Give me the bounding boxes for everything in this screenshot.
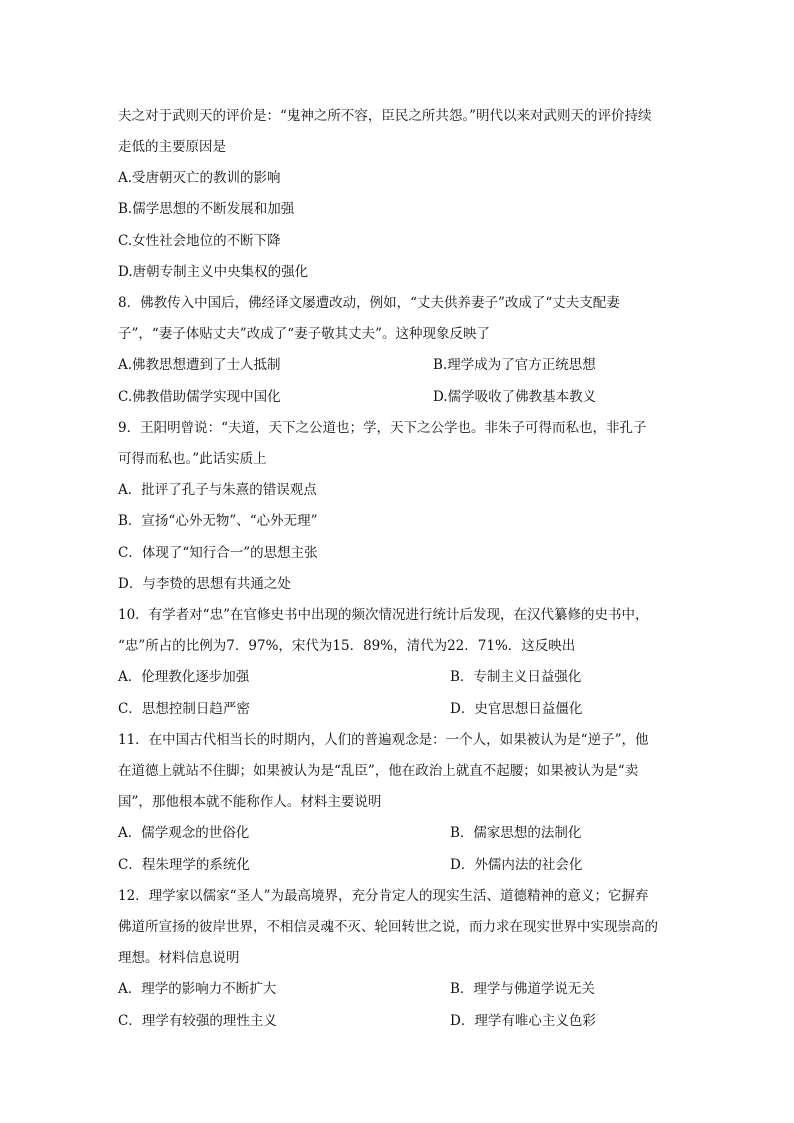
- q10-option-b: B．专制主义日益强化: [450, 669, 582, 685]
- q12-stem-line-2: 佛道所宣扬的彼岸世界，不相信灵魂不灭、轮回转世之说，而力求在现实世界中实现崇高的: [118, 919, 658, 935]
- q11-option-c: C．程朱理学的系统化: [118, 857, 250, 873]
- q9-option-a: A．批评了孔子与朱熹的错误观点: [118, 482, 317, 498]
- q11-option-a: A．儒学观念的世俗化: [118, 825, 250, 841]
- q11-option-b: B．儒家思想的法制化: [450, 825, 582, 841]
- q9-option-b: B．宣扬“心外无物”、“心外无理”: [118, 513, 318, 529]
- q10-stem-line-1: 10．有学者对“忠”在官修史书中出现的频次情况进行统计后发现，在汉代纂修的史书中，: [118, 607, 649, 623]
- q10-option-d: D．史官思想日益僵化: [450, 701, 583, 717]
- q11-stem-line-2: 在道德上就站不住脚；如果被认为是“乱臣”，他在政治上就直不起腰；如果被认为是“卖: [118, 763, 639, 779]
- q12-stem-line-3: 理想。材料信息说明: [118, 950, 240, 966]
- q8-option-c: C.佛教借助儒学实现中国化: [118, 389, 281, 405]
- q8-option-a: A.佛教思想遭到了士人抵制: [118, 357, 281, 373]
- q7-stem-line-2: 走低的主要原因是: [118, 139, 226, 155]
- q10-stem-line-2: “忠”所占的比例为7．97%，宋代为15．89%，清代为22．71%．这反映出: [118, 638, 576, 654]
- q7-option-c: C.女性社会地位的不断下降: [118, 233, 281, 249]
- q11-option-d: D．外儒内法的社会化: [450, 857, 583, 873]
- q9-stem-line-1: 9．王阳明曾说：“夫道，天下之公道也；学，天下之公学也。非朱子可得而私也，非孔子: [118, 420, 647, 436]
- q10-option-a: A．伦理教化逐步加强: [118, 669, 250, 685]
- q11-stem-line-3: 国”，那他根本就不能称作人。材料主要说明: [118, 794, 382, 810]
- q7-option-d: D.唐朝专制主义中央集权的强化: [118, 264, 309, 280]
- q11-stem-line-1: 11．在中国古代相当长的时期内，人们的普遍观念是：一个人，如果被认为是“逆子”，他: [118, 732, 649, 748]
- q7-stem-line-1: 夫之对于武则天的评价是：“鬼神之所不容，臣民之所共怨。”明代以来对武则天的评价持续: [118, 108, 652, 124]
- q12-option-c: C．理学有较强的理性主义: [118, 1013, 277, 1029]
- q7-option-b: B.儒学思想的不断发展和加强: [118, 201, 295, 217]
- q9-option-c: C．体现了“知行合一”的思想主张: [118, 545, 318, 561]
- q9-stem-line-2: 可得而私也。”此话实质上: [118, 451, 267, 467]
- q8-option-b: B.理学成为了官方正统思想: [433, 357, 596, 373]
- q7-option-a: A.受唐朝灭亡的教训的影响: [118, 170, 281, 186]
- q8-stem-line-2: 子”，“妻子体贴丈夫”改成了“妻子敬其丈夫”。这种现象反映了: [118, 326, 491, 342]
- q12-option-b: B．理学与佛道学说无关: [450, 981, 595, 997]
- q12-option-a: A．理学的影响力不断扩大: [118, 981, 277, 997]
- q8-option-d: D.儒学吸收了佛教基本教义: [433, 389, 597, 405]
- q8-stem-line-1: 8．佛教传入中国后，佛经译文屡遭改动，例如，“丈夫供养妻子”改成了“丈夫支配妻: [118, 295, 620, 311]
- q10-option-c: C．思想控制日趋严密: [118, 701, 250, 717]
- q12-stem-line-1: 12．理学家以儒家“圣人”为最高境界，充分肯定人的现实生活、道德精神的意义；它摒弃: [118, 888, 649, 904]
- q12-option-d: D．理学有唯心主义色彩: [450, 1013, 596, 1029]
- q9-option-d: D．与李贽的思想有共通之处: [118, 576, 291, 592]
